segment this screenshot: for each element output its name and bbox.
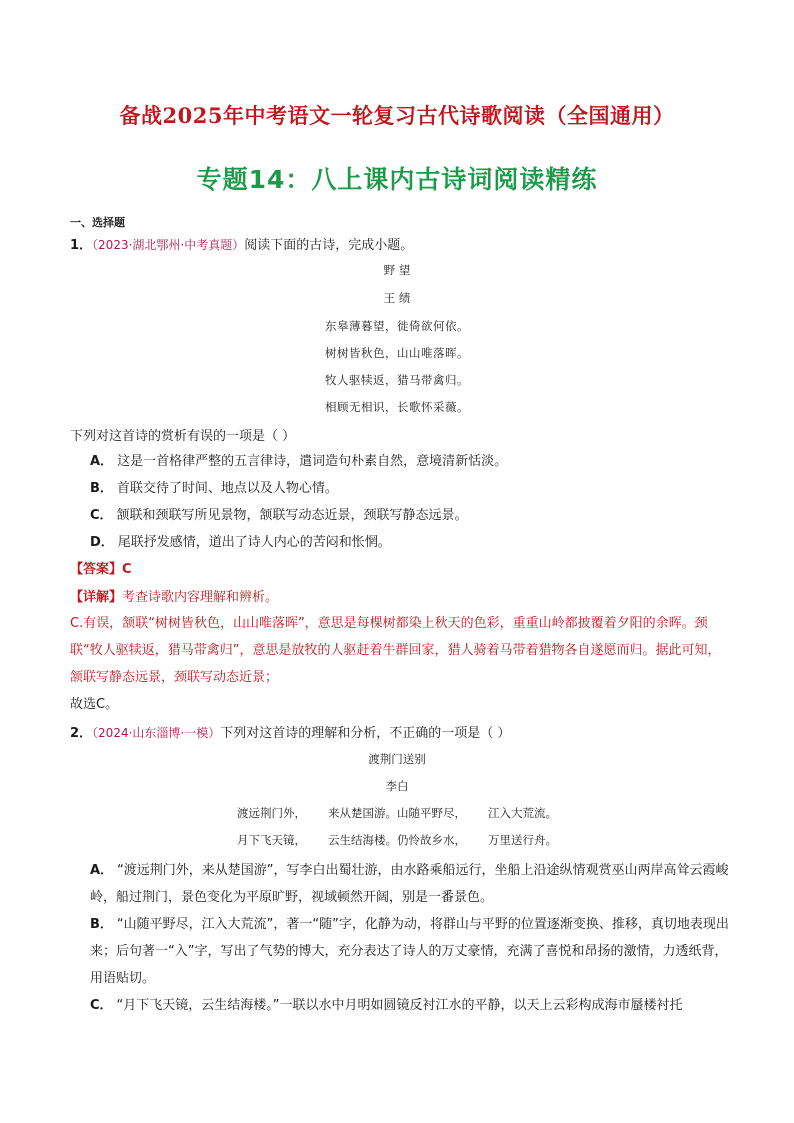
answer-value: C bbox=[122, 562, 132, 577]
option-a bbox=[90, 857, 740, 911]
poem-phrase: 月下飞天镜， bbox=[237, 833, 306, 847]
poem-phrase: 江入大荒流。 bbox=[488, 806, 557, 820]
option-label: A． bbox=[90, 863, 114, 878]
document-subtitle: 专题14：八上课内古诗词阅读精练 bbox=[196, 165, 598, 194]
option-b bbox=[90, 911, 740, 992]
poem-phrase: 仍怜故乡水， bbox=[397, 833, 466, 847]
poem-title: 渡荆门送别 bbox=[368, 752, 426, 766]
poem-phrase: 山随平野尽， bbox=[397, 806, 466, 820]
answer-line bbox=[70, 558, 132, 577]
question-1-header bbox=[70, 234, 413, 253]
answer-tag: 【答案】 bbox=[70, 562, 123, 577]
question-prompt: 下列对这首诗的理解和分析，不正确的一项是（ ） bbox=[220, 726, 511, 741]
option-c bbox=[90, 502, 740, 529]
poem-title: 野 望 bbox=[383, 263, 411, 277]
option-label: B． bbox=[90, 917, 113, 932]
poem-line: 牧人驱犊返，猎马带禽归。 bbox=[325, 373, 469, 387]
section-heading: 一、选择题 bbox=[70, 216, 125, 229]
option-text: 首联交待了时间、地点以及人物心情。 bbox=[116, 481, 338, 496]
poem-author: 王 绩 bbox=[383, 291, 411, 305]
option-d bbox=[90, 529, 740, 556]
question-source: （2024·山东淄博·一模） bbox=[92, 726, 221, 740]
option-label: D． bbox=[90, 535, 114, 550]
option-text: “山随平野尽，江入大荒流”，著一“随”字，化静为动，将群山与平野的位置逐渐变换、推移，真切地表现出来；后句著一“入”字，写出了气势的博大，充分表达了诗人的万丈豪情，充满了喜悦和昂扬的激情，力透纸背，用语贴切。 bbox=[90, 917, 729, 986]
poem-phrase: 云生结海楼。 bbox=[328, 833, 397, 847]
option-text: 颔联和颈联写所见景物，颔联写动态近景，颈联写静态远景。 bbox=[116, 508, 468, 523]
poem-line: 相顾无相识，长歌怀采薇。 bbox=[325, 400, 469, 414]
question-number: 2． bbox=[70, 726, 93, 741]
option-text: 尾联抒发感情，道出了诗人内心的苦闷和怅惘。 bbox=[117, 535, 391, 550]
option-c bbox=[90, 992, 740, 1019]
document-title: 备战2025年中考语文一轮复习古代诗歌阅读（全国通用） bbox=[119, 103, 675, 128]
poem-phrase: 万里送行舟。 bbox=[488, 833, 557, 847]
question-number: 1． bbox=[70, 238, 93, 253]
option-label: C． bbox=[90, 998, 113, 1013]
option-a bbox=[90, 448, 740, 475]
detail-body: C.有误，颔联“树树皆秋色，山山唯落晖”，意思是每棵树都染上秋天的色彩，重重山岭都披覆着夕阳的余晖。颈联“牧人驱犊返，猎马带禽归”，意思是放牧的人驱赶着牛群回家，猎人骑着马带着猎物各自遂愿而归。据此可知，颔联写静态远景，颈联写动态近景； bbox=[70, 616, 721, 685]
detail-tag: 【详解】 bbox=[70, 590, 123, 605]
conclusion: 故选C。 bbox=[70, 697, 119, 712]
poem-line: 东皋薄暮望，徙倚欲何依。 bbox=[325, 319, 469, 333]
question-stem: 下列对这首诗的赏析有误的一项是（ ） bbox=[70, 429, 296, 444]
detail-intro: 考查诗歌内容理解和辨析。 bbox=[122, 590, 279, 605]
option-label: C． bbox=[90, 508, 113, 523]
question-prompt: 阅读下面的古诗，完成小题。 bbox=[244, 238, 414, 253]
poem-line bbox=[0, 832, 794, 848]
option-label: B． bbox=[90, 481, 113, 496]
poem-line bbox=[0, 805, 794, 821]
option-label: A． bbox=[90, 454, 114, 469]
option-text: “月下飞天镜，云生结海楼。”一联以水中月明如圆镜反衬江水的平静，以天上云彩构成海市蜃楼衬托 bbox=[116, 998, 683, 1013]
option-text: “渡远荆门外，来从楚国游”，写李白出蜀壮游，由水路乘船远行，坐船上沿途纵情观赏巫山两岸高耸云霞峻岭，船过荆门，景色变化为平原旷野，视域顿然开阔，别是一番景色。 bbox=[90, 863, 729, 905]
question-2-header bbox=[70, 722, 510, 741]
question-source: （2023·湖北鄂州·中考真题） bbox=[92, 238, 245, 252]
poem-phrase: 来从楚国游。 bbox=[328, 806, 397, 820]
option-text: 这是一首格律严整的五言律诗，遣词造句朴素自然，意境清新恬淡。 bbox=[117, 454, 508, 469]
poem-author: 李白 bbox=[385, 779, 409, 793]
poem-line: 树树皆秋色，山山唯落晖。 bbox=[325, 346, 469, 360]
detail-line bbox=[70, 586, 278, 605]
option-b bbox=[90, 475, 740, 502]
poem-phrase: 渡远荆门外， bbox=[237, 806, 306, 820]
